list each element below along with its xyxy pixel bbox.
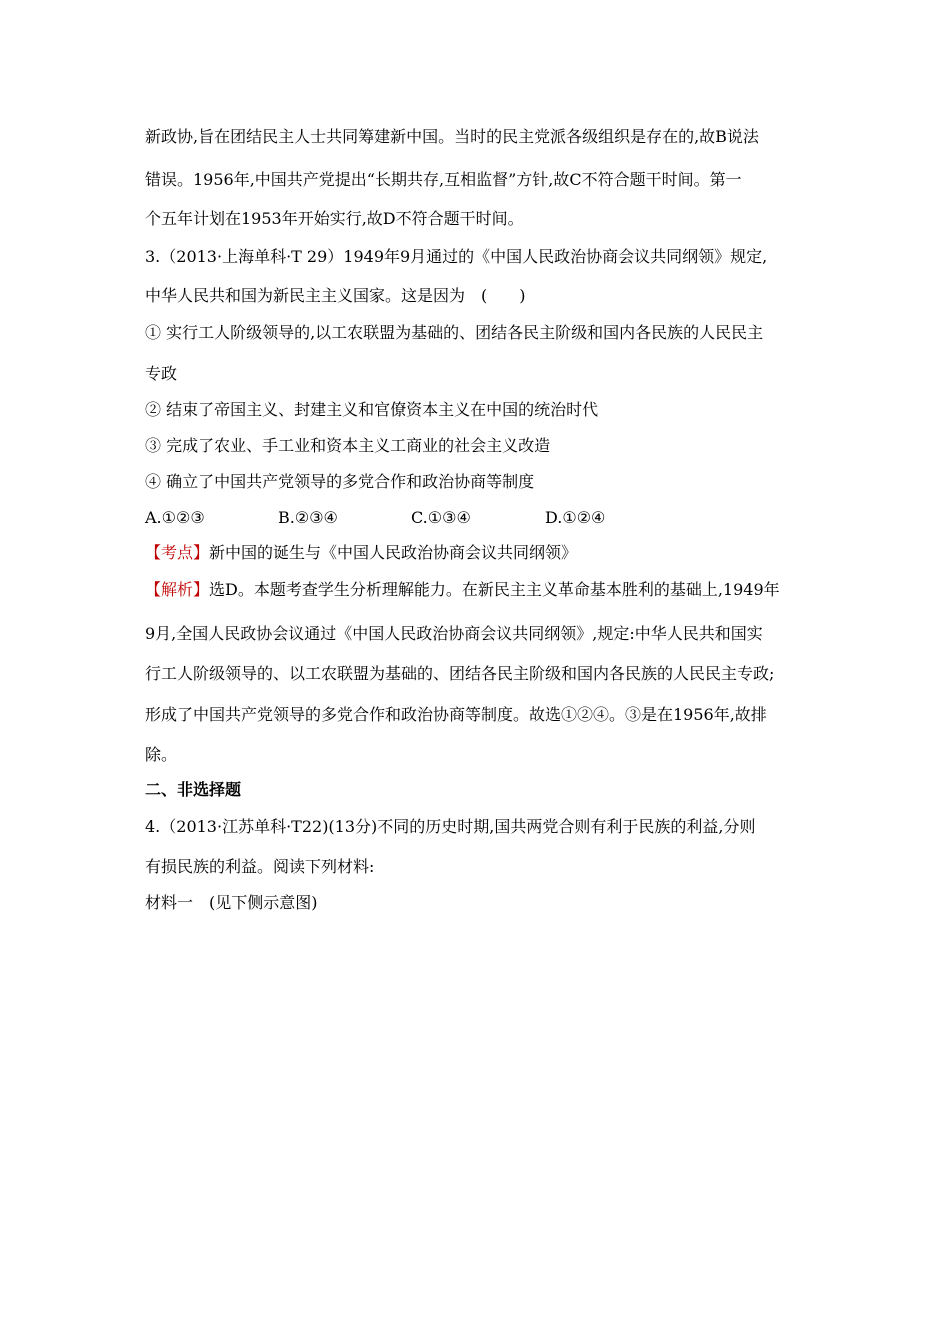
jiexi-line-3: 行工人阶级领导的、以工农联盟为基础的、团结各民主阶级和国内各民族的人民民主专政;	[145, 664, 775, 683]
option-a: A.①②③	[145, 508, 205, 527]
option-c: C.①③④	[411, 508, 471, 527]
option-d: D.①②④	[545, 508, 606, 527]
kaodian-text: 新中国的诞生与《中国人民政治协商会议共同纲领》	[209, 543, 578, 562]
question-3-item-1-line-2: 专政	[145, 364, 178, 383]
jiexi-line-2: 9月,全国人民政协会议通过《中国人民政治协商会议共同纲领》,规定:中华人民共和国实	[145, 624, 763, 643]
jiexi-line-5: 除。	[145, 745, 178, 764]
material-1-label: 材料一 (见下侧示意图)	[145, 893, 318, 912]
question-3-stem-line-1: 3.（2013·上海单科·T 29）1949年9月通过的《中国人民政治协商会议共同纲领》规定,	[145, 247, 768, 266]
question-3-item-4: ④ 确立了中国共产党领导的多党合作和政治协商等制度	[145, 472, 535, 491]
question-4-stem-line-1: 4.（2013·江苏单科·T22)(13分)不同的历史时期,国共两党合则有利于民族的利益,分则	[145, 817, 756, 836]
kaodian-line	[145, 543, 577, 563]
section-2-title: 二、非选择题	[145, 780, 242, 799]
question-3-item-1-line-1: ① 实行工人阶级领导的,以工农联盟为基础的、团结各民主阶级和国内各民族的人民民主	[145, 323, 764, 342]
jiexi-tag: 【解析】	[145, 580, 210, 599]
question-4-stem-line-2: 有损民族的利益。阅读下列材料:	[145, 857, 375, 876]
answer-continued-line-3: 个五年计划在1953年开始实行,故D不符合题干时间。	[145, 209, 524, 228]
question-3-item-2: ② 结束了帝国主义、封建主义和官僚资本主义在中国的统治时代	[145, 400, 599, 419]
option-b: B.②③④	[278, 508, 338, 527]
answer-continued-line-2: 错误。1956年,中国共产党提出“长期共存,互相监督”方针,故C不符合题干时间。第一	[145, 170, 742, 189]
kaodian-tag: 【考点】	[145, 543, 210, 562]
jiexi-line-4: 形成了中国共产党领导的多党合作和政治协商等制度。故选①②④。③是在1956年,故排	[145, 705, 767, 724]
question-3-item-3: ③ 完成了农业、手工业和资本主义工商业的社会主义改造	[145, 436, 551, 455]
jiexi-text-1: 选D。本题考查学生分析理解能力。在新民主主义革命基本胜利的基础上,1949年	[209, 580, 780, 599]
answer-continued-line-1: 新政协,旨在团结民主人士共同筹建新中国。当时的民主党派各级组织是存在的,故B说法	[145, 127, 759, 146]
question-3-stem-line-2: 中华人民共和国为新民主主义国家。这是因为 ( )	[145, 286, 526, 305]
jiexi-line-1	[145, 580, 780, 600]
